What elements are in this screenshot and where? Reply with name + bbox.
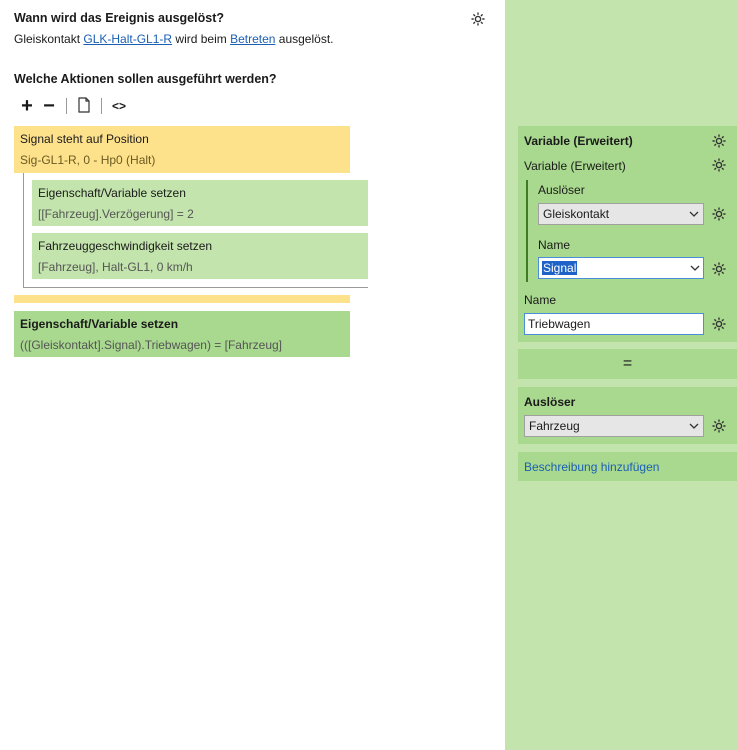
actions-toolbar <box>16 96 130 116</box>
chevron-down-icon[interactable] <box>690 263 700 273</box>
action-title: Eigenschaft/Variable setzen <box>38 186 186 200</box>
trigger-text-suffix: ausgelöst. <box>275 32 334 46</box>
name-combo-value: Signal <box>543 261 577 275</box>
nesting-indicator <box>526 180 528 282</box>
action-set-speed[interactable] <box>32 233 368 279</box>
trigger-description <box>14 32 334 46</box>
trigger-value-card <box>518 387 737 444</box>
action-set-variable-selected[interactable] <box>14 311 350 357</box>
action-set-variable[interactable] <box>32 180 368 226</box>
gear-icon[interactable] <box>470 11 486 27</box>
outer-name-input[interactable] <box>524 313 704 335</box>
name-combo[interactable] <box>538 257 704 279</box>
gear-icon[interactable] <box>711 261 727 277</box>
code-view-button[interactable]: <> <box>111 99 126 113</box>
outer-name-value: Triebwagen <box>528 317 591 331</box>
copy-icon <box>77 97 91 116</box>
copy-action-button[interactable] <box>73 96 95 116</box>
toolbar-divider <box>101 98 102 114</box>
add-action-button[interactable]: + <box>21 94 33 117</box>
trigger-text-prefix: Gleiskontakt <box>14 32 84 46</box>
trigger-label: Auslöser <box>538 183 585 197</box>
action-detail: [[Fahrzeug].Verzögerung] = 2 <box>38 207 194 221</box>
remove-action-button[interactable]: − <box>43 94 55 117</box>
variable-card <box>518 126 737 342</box>
gear-icon[interactable] <box>711 157 727 173</box>
trigger-value-select-value: Fahrzeug <box>529 419 580 433</box>
action-condition[interactable] <box>14 126 350 173</box>
outer-name-label: Name <box>524 293 557 307</box>
operator-card[interactable] <box>518 349 737 379</box>
trigger-value-select[interactable] <box>524 415 704 437</box>
gear-icon[interactable] <box>711 133 727 149</box>
contact-link[interactable]: GLK-Halt-GL1-R <box>83 32 173 46</box>
action-detail: [Fahrzeug], Halt-GL1, 0 km/h <box>38 260 193 274</box>
variable-subtitle: Variable (Erweitert) <box>524 159 626 173</box>
condition-end-bar <box>14 295 350 303</box>
gear-icon[interactable] <box>711 418 727 434</box>
trigger-select[interactable] <box>538 203 704 225</box>
actions-heading: Welche Aktionen sollen ausgeführt werden? <box>14 72 277 86</box>
toolbar-divider <box>66 98 67 114</box>
chevron-down-icon <box>689 209 699 219</box>
action-title: Fahrzeuggeschwindigkeit setzen <box>38 239 213 253</box>
tree-connector <box>23 287 368 288</box>
trigger-action-link[interactable]: Betreten <box>230 32 276 46</box>
chevron-down-icon <box>689 421 699 431</box>
trigger-heading: Wann wird das Ereignis ausgelöst? <box>14 11 224 25</box>
action-detail: (([Gleiskontakt].Signal).Triebwagen) = [Fahrzeug] <box>20 338 283 352</box>
name-label: Name <box>538 238 571 252</box>
action-title: Signal steht auf Position <box>20 132 149 146</box>
trigger-select-value: Gleiskontakt <box>543 207 610 221</box>
equals-operator: = <box>622 355 633 372</box>
tree-connector <box>23 173 24 287</box>
variable-card-title: Variable (Erweitert) <box>524 134 633 148</box>
gear-icon[interactable] <box>711 206 727 222</box>
add-description-link[interactable]: Beschreibung hinzufügen <box>524 459 660 474</box>
gear-icon[interactable] <box>711 316 727 332</box>
action-title: Eigenschaft/Variable setzen <box>20 317 179 331</box>
trigger-text-middle: wird beim <box>172 32 231 46</box>
add-description-card <box>518 452 737 481</box>
action-detail: Sig-GL1-R, 0 - Hp0 (Halt) <box>20 153 156 167</box>
trigger-card-title: Auslöser <box>524 395 576 409</box>
